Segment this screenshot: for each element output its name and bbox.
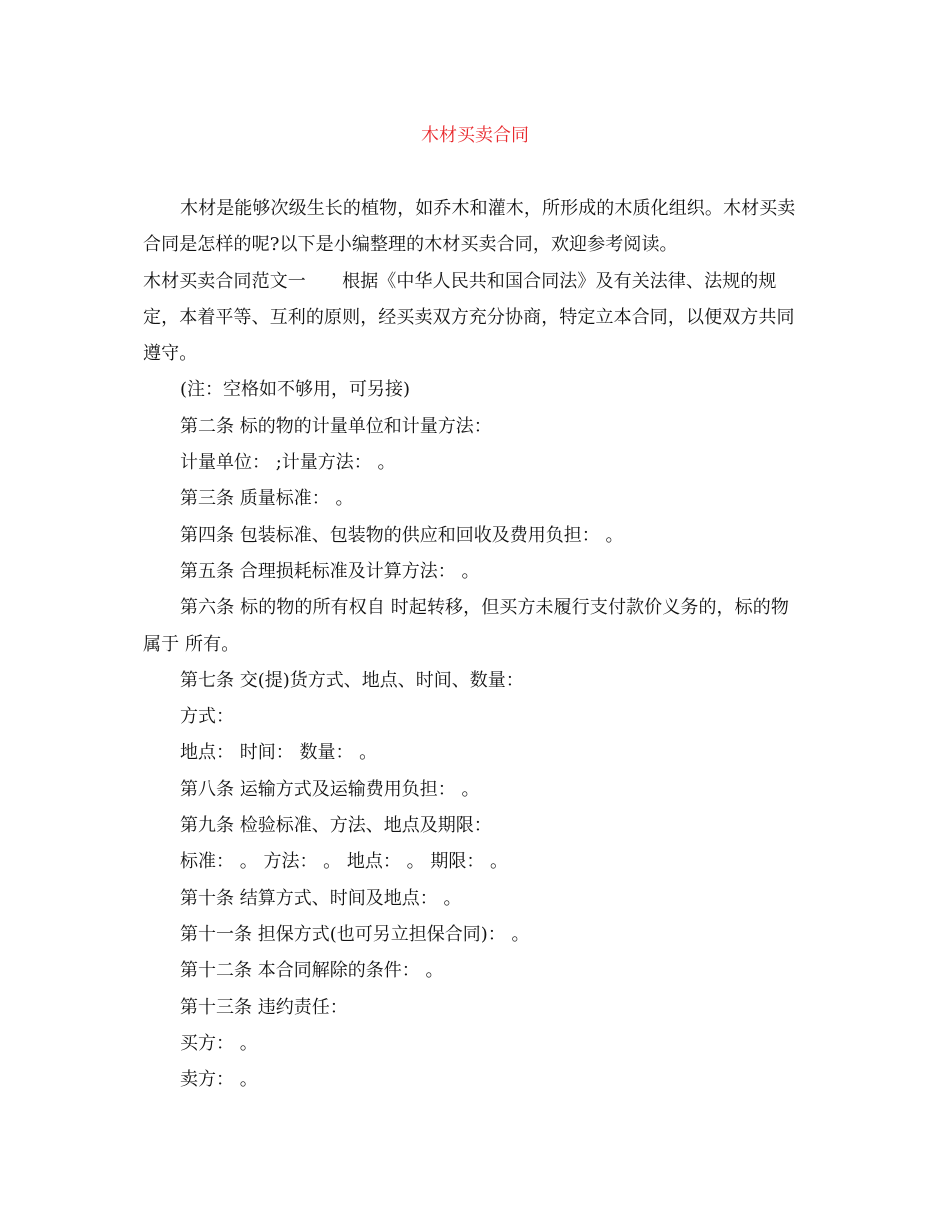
clause-7-method: 方式： [180, 706, 234, 728]
clause-7: 第七条 交(提)货方式、地点、时间、数量： [180, 669, 524, 691]
document-title: 木材买卖合同 [421, 125, 529, 146]
clause-5: 第五条 合理损耗标准及计算方法： 。 [180, 560, 480, 582]
paragraph-intro: 木材是能够次级生长的植物，如乔木和灌木，所形成的木质化组织。木材买卖合同是怎样的呢?以下是小编整理的木材买卖合同，欢迎参考阅读。 [143, 198, 796, 256]
clause-13-buyer: 买方： 。 [180, 1032, 258, 1054]
clause-4: 第四条 包装标准、包装物的供应和回收及费用负担： 。 [180, 524, 624, 546]
document-body [143, 191, 807, 1098]
clause-9-detail: 标准： 。 方法： 。 地点： 。 期限： 。 [180, 851, 509, 873]
clause-2-detail: 计量单位： ;计量方法： 。 [180, 452, 396, 474]
clause-8: 第八条 运输方式及运输费用负担： 。 [180, 778, 480, 800]
clause-11: 第十一条 担保方式(也可另立担保合同)： 。 [180, 923, 530, 945]
paragraph-sample-one: 木材买卖合同范文一 根据《中华人民共和国合同法》及有关法律、法规的规定，本着平等、互利的原则，经买卖双方充分协商，特定立本合同，以便双方共同遵守。 [143, 270, 795, 365]
clause-7-detail: 地点： 时间： 数量： 。 [180, 742, 378, 764]
clause-6: 第六条 标的物的所有权自 时起转移，但买方未履行支付款价义务的，标的物属于 所有。 [143, 597, 789, 655]
clause-3: 第三条 质量标准： 。 [180, 488, 354, 510]
clause-13-seller: 卖方： 。 [180, 1069, 258, 1091]
clause-2: 第二条 标的物的计量单位和计量方法： [180, 415, 492, 437]
clause-10: 第十条 结算方式、时间及地点： 。 [180, 887, 462, 909]
paragraph-note: (注：空格如不够用，可另接) [180, 379, 411, 401]
clause-13: 第十三条 违约责任： [180, 996, 348, 1018]
clause-9: 第九条 检验标准、方法、地点及期限： [180, 815, 492, 837]
clause-12: 第十二条 本合同解除的条件： 。 [180, 960, 444, 982]
